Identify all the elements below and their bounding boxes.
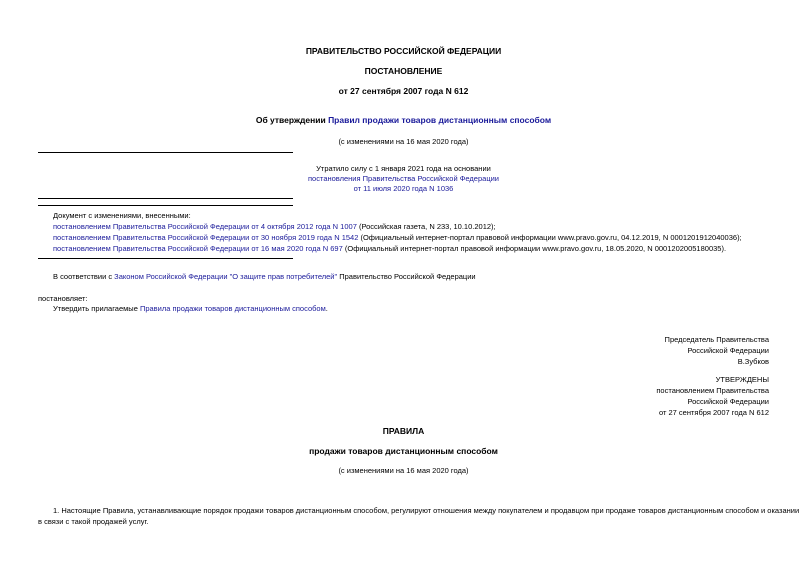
approve-suffix: .	[325, 304, 328, 313]
law-link[interactable]: Законом Российской Федерации "О защите прав потребителей"	[114, 272, 338, 281]
amendment-item	[53, 244, 726, 253]
invalid-notice-link-line3[interactable]: от 11 июля 2020 года N 1036	[353, 184, 454, 193]
approve-prefix: Утвердить прилагаемые	[53, 304, 140, 313]
preamble-suffix: Правительство Российской Федерации	[337, 272, 476, 281]
signature-line1: Председатель Правительства	[664, 335, 769, 344]
doc-title-link[interactable]: Правил продажи товаров дистанционным способом	[328, 115, 552, 125]
doc-changes: (с изменениями на 16 мая 2020 года)	[338, 137, 469, 146]
rules-changes: (с изменениями на 16 мая 2020 года)	[338, 466, 469, 475]
approve-line	[53, 304, 328, 313]
preamble-prefix: В соответствии с	[53, 272, 115, 281]
approved-line4: от 27 сентября 2007 года N 612	[658, 408, 769, 417]
paragraph-1-line2: в связи с такой продажей услуг.	[38, 517, 149, 526]
paragraph-1-line1: 1. Настоящие Правила, устанавливающие порядок продажи товаров дистанционным способом, регулируют отношения между покупателем и продавцом при продаже товаров дистанционным способом и оказании	[53, 506, 800, 515]
divider	[38, 198, 293, 199]
invalid-notice-line1: Утратило силу с 1 января 2021 года на основании	[316, 164, 491, 173]
preamble	[53, 272, 476, 281]
amendment-link[interactable]: постановлением Правительства Российской Федерации от 4 октября 2012 года N 1007	[53, 222, 357, 231]
invalid-notice-link1	[0, 174, 807, 183]
doc-title	[0, 115, 807, 125]
approved-line1: УТВЕРЖДЕНЫ	[715, 375, 769, 384]
rules-link[interactable]: Правила продажи товаров дистанционным способом	[139, 304, 326, 313]
invalid-notice-link2	[0, 184, 807, 193]
doc-title-prefix: Об утверждении	[255, 115, 329, 125]
doc-type: ПОСТАНОВЛЕНИЕ	[364, 66, 443, 76]
signature-line3: В.Зубков	[737, 357, 769, 366]
org-title: ПРАВИТЕЛЬСТВО РОССИЙСКОЙ ФЕДЕРАЦИИ	[305, 46, 502, 56]
amendment-source: (Российская газета, N 233, 10.10.2012);	[356, 222, 496, 231]
doc-date: от 27 сентября 2007 года N 612	[338, 86, 469, 96]
amendment-source: (Официальный интернет-портал правовой информации www.pravo.gov.ru, 04.12.2019, N 0001201912040036);	[358, 233, 742, 242]
approved-line3: Российской Федерации	[687, 397, 769, 406]
amendment-link[interactable]: постановлением Правительства Российской Федерации от 30 ноября 2019 года N 1542	[53, 233, 359, 242]
decides: постановляет:	[38, 294, 88, 303]
invalid-notice-link-line2[interactable]: постановления Правительства Российской Федерации	[307, 174, 499, 183]
divider	[38, 152, 293, 153]
divider	[38, 205, 293, 206]
rules-title: ПРАВИЛА	[382, 426, 425, 436]
signature-line2: Российской Федерации	[687, 346, 769, 355]
amendment-item	[53, 222, 496, 231]
amendment-source: (Официальный интернет-портал правовой информации www.pravo.gov.ru, 18.05.2020, N 0001202005180035).	[342, 244, 727, 253]
amendment-item	[53, 233, 742, 242]
approved-line2: постановлением Правительства	[656, 386, 769, 395]
rules-subtitle: продажи товаров дистанционным способом	[309, 446, 498, 456]
amendments-intro: Документ с изменениями, внесенными:	[53, 211, 191, 220]
amendment-link[interactable]: постановлением Правительства Российской Федерации от 16 мая 2020 года N 697	[53, 244, 343, 253]
divider	[38, 258, 293, 259]
